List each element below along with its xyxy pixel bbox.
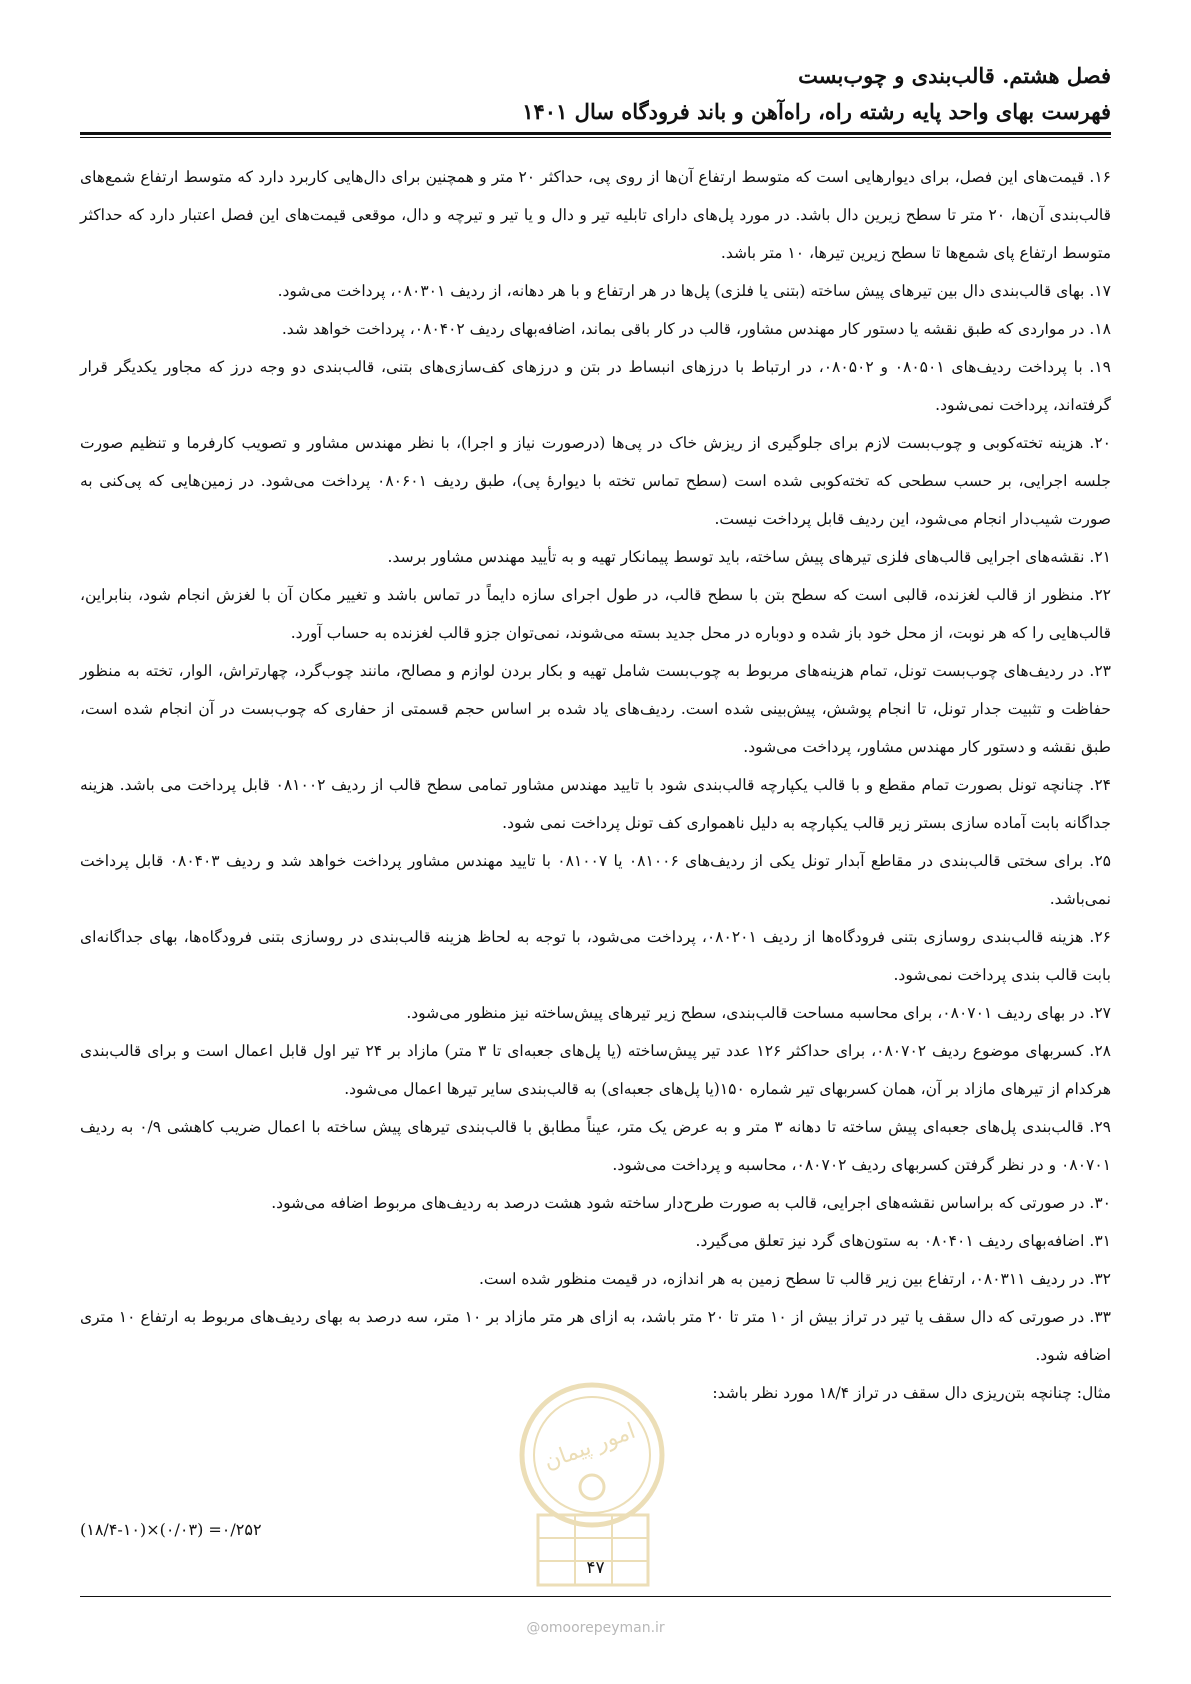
- note-16: ۱۶. قیمت‌های این فصل، برای دیوارهایی است که متوسط ارتفاع آن‌ها از روی پی، حداکثر ۲۰ متر و همچنین برای دال‌هایی کاربرد دارد که متوسط ارتفاع شمع‌های قالب‌بندی آن‌ها، ۲۰ متر تا سطح زیرین دال باشد. در مورد پل‌های دارای تابلیه تیر و دال و یا تیر و تیرچه و دال، موقعی قیمت‌های این فصل اعتبار دارد که حداکثر متوسط ارتفاع پای شمع‌ها تا سطح زیرین تیرها، ۱۰ متر باشد.: [80, 168, 1111, 262]
- list-title: فهرست بهای واحد پایه رشته راه، راه‌آهن و باند فرودگاه سال ۱۴۰۱: [522, 99, 1111, 124]
- note-26: ۲۶. هزینه قالب‌بندی روسازی بتنی فرودگاه‌ها از ردیف ۰۸۰۲۰۱، پرداخت می‌شود، با توجه به لحاظ هزینه قالب‌بندی در روسازی بتنی فرودگاه‌ها، بهای جداگانه‌ای بابت قالب بندی پرداخت نمی‌شود.: [80, 928, 1111, 984]
- notes-body: [80, 158, 1111, 1412]
- note-25: ۲۵. برای سختی قالب‌بندی در مقاطع آبدار تونل یکی از ردیف‌های ۰۸۱۰۰۶ یا ۰۸۱۰۰۷ با تایید مهندس مشاور پرداخت خواهد شد و ردیف ۰۸۰۴۰۳ قابل پرداخت نمی‌باشد.: [80, 852, 1112, 908]
- header-rule-thin: [80, 137, 1111, 138]
- chapter-title: فصل هشتم. قالب‌بندی و چوب‌بست: [798, 63, 1111, 88]
- page-number: ۴۷: [586, 1558, 605, 1578]
- footer-url: @omoorepeyman.ir: [526, 1620, 665, 1636]
- header-rule-thick: [80, 132, 1111, 135]
- formula: (۱۸/۴-۱۰)×(۰/۰۳) =۰/۲۵۲: [80, 1520, 262, 1539]
- example-text: مثال: چنانچه بتن‌ریزی دال سقف در تراز ۱۸/۴ مورد نظر باشد:: [712, 1384, 1111, 1402]
- note-29: ۲۹. قالب‌بندی پل‌های جعبه‌ای پیش ساخته تا دهانه ۳ متر و به عرض یک متر، عیناً مطابق با قالب‌بندی تیرهای پیش ساخته با اعمال ضریب کاهشی ۰/۹ به ردیف ۰۸۰۷۰۱ و در نظر گرفتن کسربهای ردیف ۰۸۰۷۰۲، محاسبه و پرداخت می‌شود.: [80, 1118, 1111, 1174]
- note-27: ۲۷. در بهای ردیف ۰۸۰۷۰۱، برای محاسبه مساحت قالب‌بندی، سطح زیر تیرهای پیش‌ساخته نیز منظور می‌شود.: [406, 1004, 1111, 1022]
- note-31: ۳۱. اضافه‌بهای ردیف ۰۸۰۴۰۱ به ستون‌های گرد نیز تعلق می‌گیرد.: [695, 1232, 1111, 1250]
- note-17: ۱۷. بهای قالب‌بندی دال بین تیرهای پیش ساخته (بتنی یا فلزی) پل‌ها در هر ارتفاع و با هر دهانه، از ردیف ۰۸۰۳۰۱، پرداخت می‌شود.: [277, 282, 1111, 300]
- note-32: ۳۲. در ردیف ۰۸۰۳۱۱، ارتفاع بین زیر قالب تا سطح زمین به هر اندازه، در قیمت منظور شده است.: [478, 1270, 1111, 1288]
- note-23: ۲۳. در ردیف‌های چوب‌بست تونل، تمام هزینه‌های مربوط به چوب‌بست شامل تهیه و بکار بردن لوازم و مصالح، مانند چوب‌گرد، چهارتراش، الوار، تخته به منظور حفاظت و تثبیت جدار تونل، تا انجام پوشش، پیش‌بینی شده است. ردیف‌های یاد شده بر اساس حجم قسمتی از حفاری که چوب‌بست در آن انجام شده است، طبق نقشه و دستور کار مهندس مشاور، پرداخت می‌شود.: [80, 662, 1112, 756]
- note-18: ۱۸. در مواردی که طبق نقشه یا دستور کار مهندس مشاور، قالب در کار باقی بماند، اضافه‌بهای ردیف ۰۸۰۴۰۲، پرداخت خواهد شد.: [281, 320, 1111, 338]
- svg-text:امور پیمان: امور پیمان: [540, 1418, 639, 1475]
- footer-rule: [80, 1596, 1111, 1597]
- note-19: ۱۹. با پرداخت ردیف‌های ۰۸۰۵۰۱ و ۰۸۰۵۰۲، در ارتباط با درزهای انبساط در بتن و درزهای کف‌سازی‌های بتنی، قالب‌بندی دو وجه درز که مجاور یکدیگر قرار گرفته‌اند، پرداخت نمی‌شود.: [80, 358, 1111, 414]
- note-22: ۲۲. منظور از قالب لغزنده، قالبی است که سطح بتن با سطح قالب، در طول اجرای سازه دایماً در تماس باشد و تغییر مکان آن با لغزش انجام شود، بنابراین، قالب‌هایی را که هر نوبت، از محل خود باز شده و دوباره در محل جدید بسته می‌شوند، نمی‌توان جزو قالب لغزنده به حساب آورد.: [80, 586, 1111, 642]
- note-33: ۳۳. در صورتی که دال سقف یا تیر در تراز بیش از ۱۰ متر تا ۲۰ متر باشد، به ازای هر متر مازاد بر ۱۰ متر، سه درصد به بهای ردیف‌های مربوط به ارتفاع ۱۰ متری اضافه شود.: [80, 1308, 1111, 1364]
- note-30: ۳۰. در صورتی که براساس نقشه‌های اجرایی، قالب به صورت طرح‌دار ساخته شود هشت درصد به ردیف‌های مربوط اضافه می‌شود.: [271, 1194, 1111, 1212]
- note-21: ۲۱. نقشه‌های اجرایی قالب‌های فلزی تیرهای پیش ساخته، باید توسط پیمانکار تهیه و به تأیید مهندس مشاور برسد.: [387, 548, 1111, 566]
- note-24: ۲۴. چنانچه تونل بصورت تمام مقطع و با قالب یکپارچه قالب‌بندی شود با تایید مهندس مشاور تمامی سطح قالب از ردیف ۰۸۱۰۰۲ قابل پرداخت می باشد. هزینه جداگانه بابت آماده سازی بستر زیر قالب یکپارچه به دلیل ناهمواری کف تونل پرداخت نمی شود.: [80, 776, 1111, 832]
- note-28: ۲۸. کسربهای موضوع ردیف ۰۸۰۷۰۲، برای حداکثر ۱۲۶ عدد تیر پیش‌ساخته (یا پل‌های جعبه‌ای تا ۳ متر) مازاد بر ۲۴ تیر اول قابل اعمال است و برای قالب‌بندی هرکدام از تیرهای مازاد بر آن، همان کسربهای تیر شماره ۱۵۰(یا پل‌های جعبه‌ای) به قالب‌بندی سایر تیرها اعمال می‌شود.: [80, 1042, 1111, 1098]
- page-header: [80, 58, 1111, 130]
- note-20: ۲۰. هزینه تخته‌کوبی و چوب‌بست لازم برای جلوگیری از ریزش خاک در پی‌ها (درصورت نیاز و اجرا)، با نظر مهندس مشاور و تصویب کارفرما و تنظیم صورت جلسه اجرایی، بر حسب سطحی که تخته‌کوبی شده است (سطح تماس تخته با دیوارهٔ پی)، طبق ردیف ۰۸۰۶۰۱ پرداخت می‌شود. در زمین‌هایی که پی‌کنی به صورت شیب‌دار انجام می‌شود، این ردیف قابل پرداخت نیست.: [80, 434, 1111, 528]
